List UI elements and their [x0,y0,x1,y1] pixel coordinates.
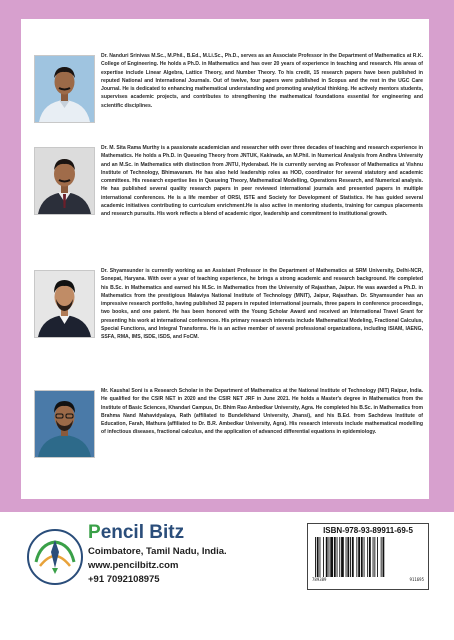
barcode-bar [374,537,375,577]
barcode-bar [346,537,347,577]
author-photo-4 [34,390,95,458]
barcode-bar [330,537,333,577]
barcode-bar [326,537,328,577]
barcode-bar [358,537,360,577]
barcode-bar [339,537,340,577]
barcode-bar [369,537,371,577]
author-photo-2 [34,147,95,215]
publisher-phone: +91 7092108975 [88,574,160,585]
barcode-digits [312,577,424,582]
barcode-bar [341,537,344,577]
barcode-bar [383,537,385,577]
barcode-bar [352,537,354,577]
author-portrait-icon [35,148,94,214]
barcode-bar [350,537,351,577]
publisher-website: www.pencilbitz.com [88,560,179,571]
barcode-bar [323,537,324,577]
barcode-digits-right: 911695 [409,577,424,582]
author-bio-3: Dr. Shyamsunder is currently working as an Assistant Professor in the Department of Mathematics at SRM University, Delhi-NCR, Sonepat, Haryana. With over a year of teaching experience, he brings a strong academic and research background. He completed his B.Sc. in Mathematics and earned his M.Sc. in Mathematics from the University of Rajasthan, Jaipur. He was awarded a Ph.D. in Mathematics from the prestigious Malaviya National Institute of Technology (MNIT), Jaipur, Rajasthan. Dr. Shyamsunder has an impressive research portfolio, having published 32 papers in reputed international journals, three papers in conference proceedings, two books, and one patent. He has been honored with the Young Scholar Award and received an International Travel Grant for presenting his work at international conferences. His primary research interests include Mathematical Modeling, Fractional Calculus, Special Functions, and Integral Transforms. He is an active member of several professional organizations, including ISIAM, IAENG, SSFA, RMA, IMS, ISDE, ISDS, and FoCM. [101,268,423,341]
publisher-footer [0,512,454,640]
isbn-label: ISBN-978-93-89911-69-5 [323,526,413,535]
barcode-bar [315,537,316,577]
barcode-digits-left: 789389 [312,577,327,582]
brand-rest: encil Bitz [100,522,185,543]
brand-name [88,522,184,544]
barcode-bar [367,537,368,577]
barcode-bar [377,537,378,577]
barcode-bar [337,537,338,577]
isbn-barcode-box [307,523,429,590]
author-bios-panel [21,19,429,499]
author-portrait-icon [35,271,94,337]
barcode-icon [314,537,422,577]
barcode-bar [356,537,357,577]
author-portrait-icon [35,56,94,122]
barcode-bar [317,537,319,577]
brand-initial: P [88,522,101,543]
author-bio-2: Dr. M. Sita Rama Murthy is a passionate academician and researcher with over three decades of teaching and research experience in Mathematics. He holds a Ph.D. in Queueing Theory from JNTUK, Kakinada, an M.Phil. in Numerical Analysis from Andhra University and an M.Sc. in Mathematics with distinction from JNTU, Hyderabad. He is currently serving as Professor of Mathematics at Vishnu Institute of Technology, Bhimavaram. He has also held leadership roles as HOD, coordinator for several statutory and academic committees. His research expertise lies in Queueing Theory, Mathematical Modelling, Operations Research, and Numerical analysis. He has published several quality research papers in peer reviewed international journals and presented papers in multiple international conferences. He is a life member of ORSI, ISTE and Society for Development of Statistics. He has guided several academic initiatives contributing to curriculum enrichment.He is also active in mentoring students, training for campus placements and research pursuits. His work reflects a blend of academic rigor, leadership and commitment to institutional growth. [101,145,423,218]
pencil-bitz-logo-icon [26,528,84,586]
publisher-city: Coimbatore, Tamil Nadu, India. [88,546,227,557]
barcode-bar [373,537,374,577]
author-bio-4: Mr. Kaushal Soni is a Research Scholar in the Department of Mathematics at the National Institute of Technology (NIT) Raipur, India. He qualified for the CSIR NET in 2020 and the CSIR NET JRF in June 2021. He holds a Master's degree in Mathematics from the Institute of Basic Sciences, Khandari Campus, Dr. Bhim Rao Ambedkar University, Agra. He completed his B.Sc. in Mathematics from Brahma Nand Mahavidyalaya, Rath (affiliated to Bundelkhand University, Jhansi), and his B.Ed. from Sachdeva Institute of Education, Farah, Mathura (affiliated to Dr. B.R. Ambedkar University, Agra). His research interests include mathematical modelling of infectious diseases, fractional calculus, and the application of advanced differential equations in epidemiology. [101,388,423,436]
barcode-bar [347,537,349,577]
barcode-bar [329,537,330,577]
barcode-bar [320,537,321,577]
author-photo-3 [34,270,95,338]
barcode-bar [381,537,382,577]
author-photo-1 [34,55,95,123]
barcode-bar [364,537,365,577]
author-bio-1: Dr. Nanduri Srinivas M.Sc., M.Phil., B.Ed., M.Li.Sc., Ph.D., serves as an Associate Professor in the Department of Mathematics at R.K. College of Engineering. He holds a Ph.D. in Mathematics and has over 20 years of experience in teaching and research. His areas of expertise include Linear Algebra, Lattice Theory, and Number Theory. To his credit, 15 research papers have been published in reputed National and International Journals. Out of twelve, four papers were published in Scopus and the rest in the UGC Care Journal. He is dedicated to enhancing mathematical understanding and promoting analytical thinking. He actively mentors students, supervises academic projects, and contributes to strengthening the mathematical foundations essential for engineering and scientific disciplines. [101,53,423,109]
author-portrait-icon [35,391,94,457]
barcode-bar [361,537,363,577]
barcode-bar [334,537,336,577]
